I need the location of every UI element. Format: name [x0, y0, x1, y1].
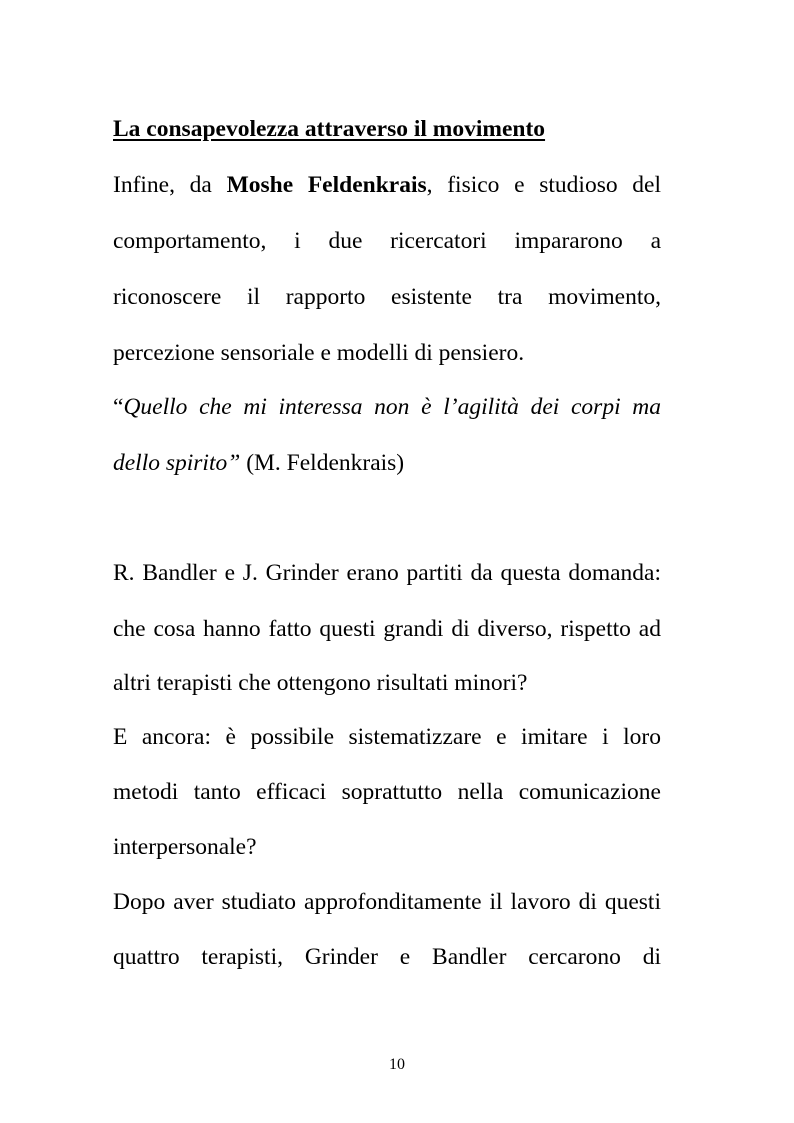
quote-text: Quello che mi interessa non è l’agilità dei corpi ma — [123, 394, 661, 420]
quote-text: dello spirito” — [113, 450, 241, 476]
paragraph-line: altri terapisti che ottengono risultati minori? — [113, 670, 528, 696]
text-span: , fisico e studioso del — [426, 172, 661, 198]
quote-line — [113, 393, 661, 421]
author-name: Moshe Feldenkrais — [226, 172, 427, 198]
paragraph-line: interpersonale? — [113, 834, 257, 860]
paragraph-line: comportamento, i due ricercatori impararono a — [113, 228, 661, 254]
paragraph-line: che cosa hanno fatto questi grandi di diverso, rispetto ad — [113, 616, 661, 642]
quote-mark: “ — [113, 394, 124, 420]
paragraph-line: Dopo aver studiato approfonditamente il lavoro di questi — [113, 889, 661, 915]
paragraph-line: percezione sensoriale e modelli di pensiero. — [113, 340, 525, 366]
paragraph-line: riconoscere il rapporto esistente tra movimento, — [113, 284, 661, 310]
paragraph-line: E ancora: è possibile sistematizzare e imitare i loro — [113, 724, 661, 750]
section-heading: La consapevolezza attraverso il movimento — [113, 116, 546, 142]
paragraph-line: quattro terapisti, Grinder e Bandler cercarono di — [113, 944, 661, 970]
paragraph-line: R. Bandler e J. Grinder erano partiti da questa domanda: — [113, 560, 661, 586]
text-span: Infine, da — [113, 172, 227, 198]
quote-attribution: (M. Feldenkrais) — [240, 450, 405, 476]
page-number: 10 — [389, 1056, 405, 1073]
paragraph-line — [113, 171, 661, 199]
quote-line — [113, 449, 661, 477]
paragraph-line: metodi tanto efficaci soprattutto nella comunicazione — [113, 779, 661, 805]
